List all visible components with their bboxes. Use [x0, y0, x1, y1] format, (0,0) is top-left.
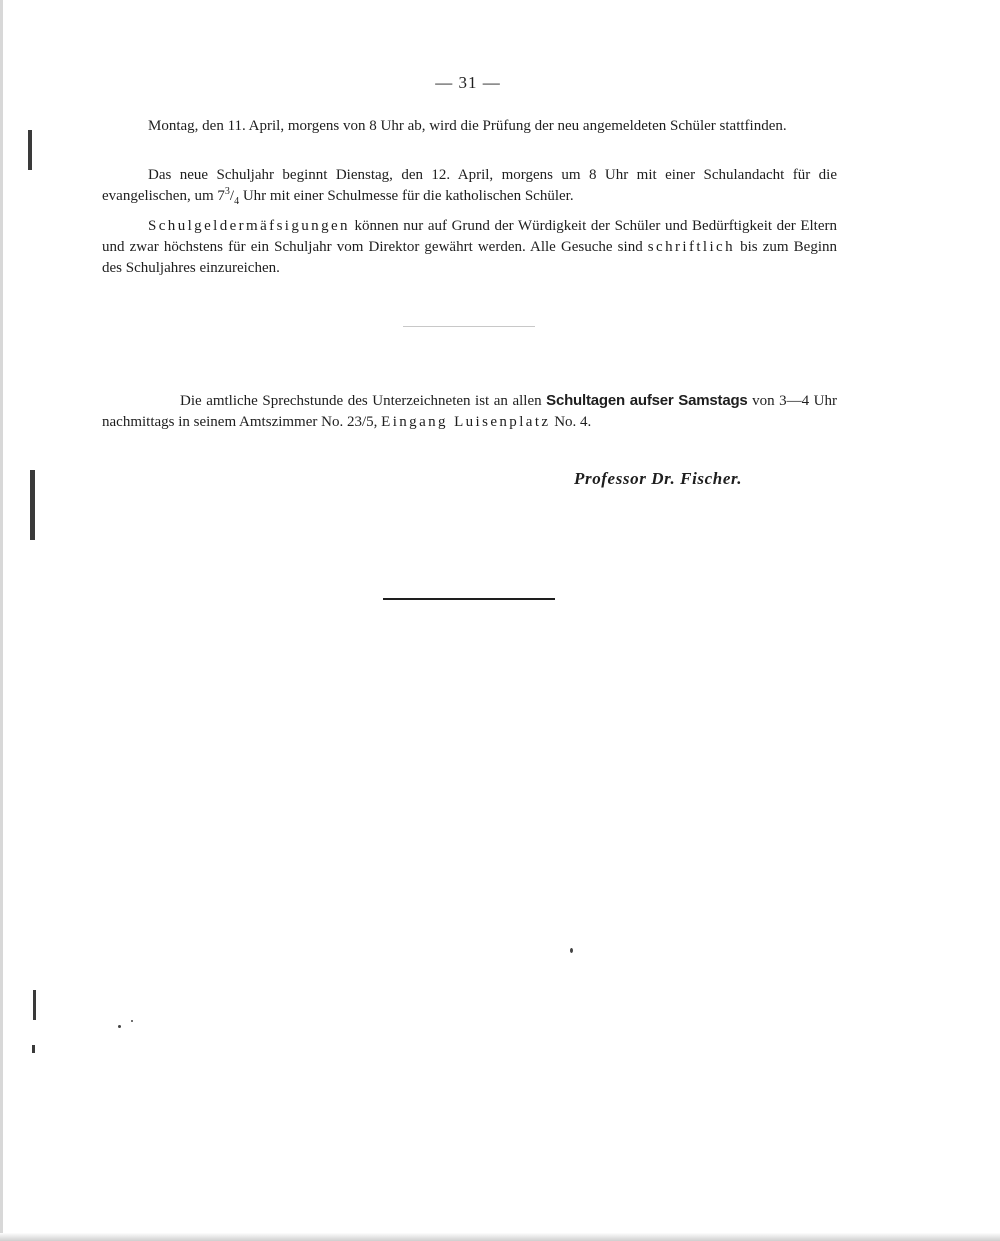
fraction-numerator: 3 [224, 186, 230, 197]
emphasis-spaced: Eingang Luisenplatz [381, 414, 551, 430]
binding-mark [28, 130, 32, 170]
paragraph-text: No. 4. [550, 414, 592, 430]
paragraph-text: Montag, den 11. April, morgens von 8 Uhr ab, wird die Prüfung der neu angemeldeten Schüler stattfinden. [148, 118, 787, 134]
binding-mark [30, 470, 35, 540]
page-left-edge [0, 0, 3, 1241]
emphasis-spaced: Schulgeldermäfsigungen [148, 218, 350, 234]
paragraph-examination [102, 116, 837, 137]
paper-speck [131, 1020, 133, 1022]
section-divider [403, 326, 535, 327]
binding-mark [33, 990, 36, 1020]
paragraph-school-year-start [102, 165, 837, 207]
end-rule [383, 598, 555, 600]
fraction-denominator: 4 [234, 196, 240, 207]
emphasis-spaced: schriftlich [647, 239, 736, 255]
page-bottom-edge [0, 1233, 1000, 1241]
paragraph-text: Uhr mit einer Schulmesse für die katholischen Schüler. [239, 188, 574, 204]
paragraph-text: Das neue Schuljahr beginnt Dienstag, den 12. April, morgens um 8 Uhr mit einer Schulandacht für die evangelischen, um 7 [102, 167, 837, 204]
signature: Professor Dr. Fischer. [574, 469, 743, 488]
paragraph-text: von 3—4 Uhr nachmittags in seinem Amtszimmer No. 23/5, [102, 393, 838, 430]
fraction-slash: / [229, 188, 235, 204]
paper-speck [570, 948, 573, 953]
paragraph-text: können nur auf Grund der Würdigkeit der Schüler und Bedürftigkeit der Eltern und zwar höchstens für ein Schuljahr vom Direktor gewährt werden. Alle Gesuche sind [102, 218, 837, 255]
paragraph-fee-reduction [102, 216, 837, 279]
binding-mark [32, 1045, 35, 1053]
paper-speck [118, 1025, 121, 1028]
emphasis-bold: Schultagen aufser Samstags [546, 392, 748, 409]
paragraph-text: Die amtliche Sprechstunde des Unterzeichneten ist an allen [180, 393, 547, 409]
paragraph-text: bis zum Beginn des Schuljahres einzureichen. [102, 239, 837, 276]
paragraph-office-hours [102, 390, 837, 433]
page-number: — 31 — [435, 73, 501, 92]
